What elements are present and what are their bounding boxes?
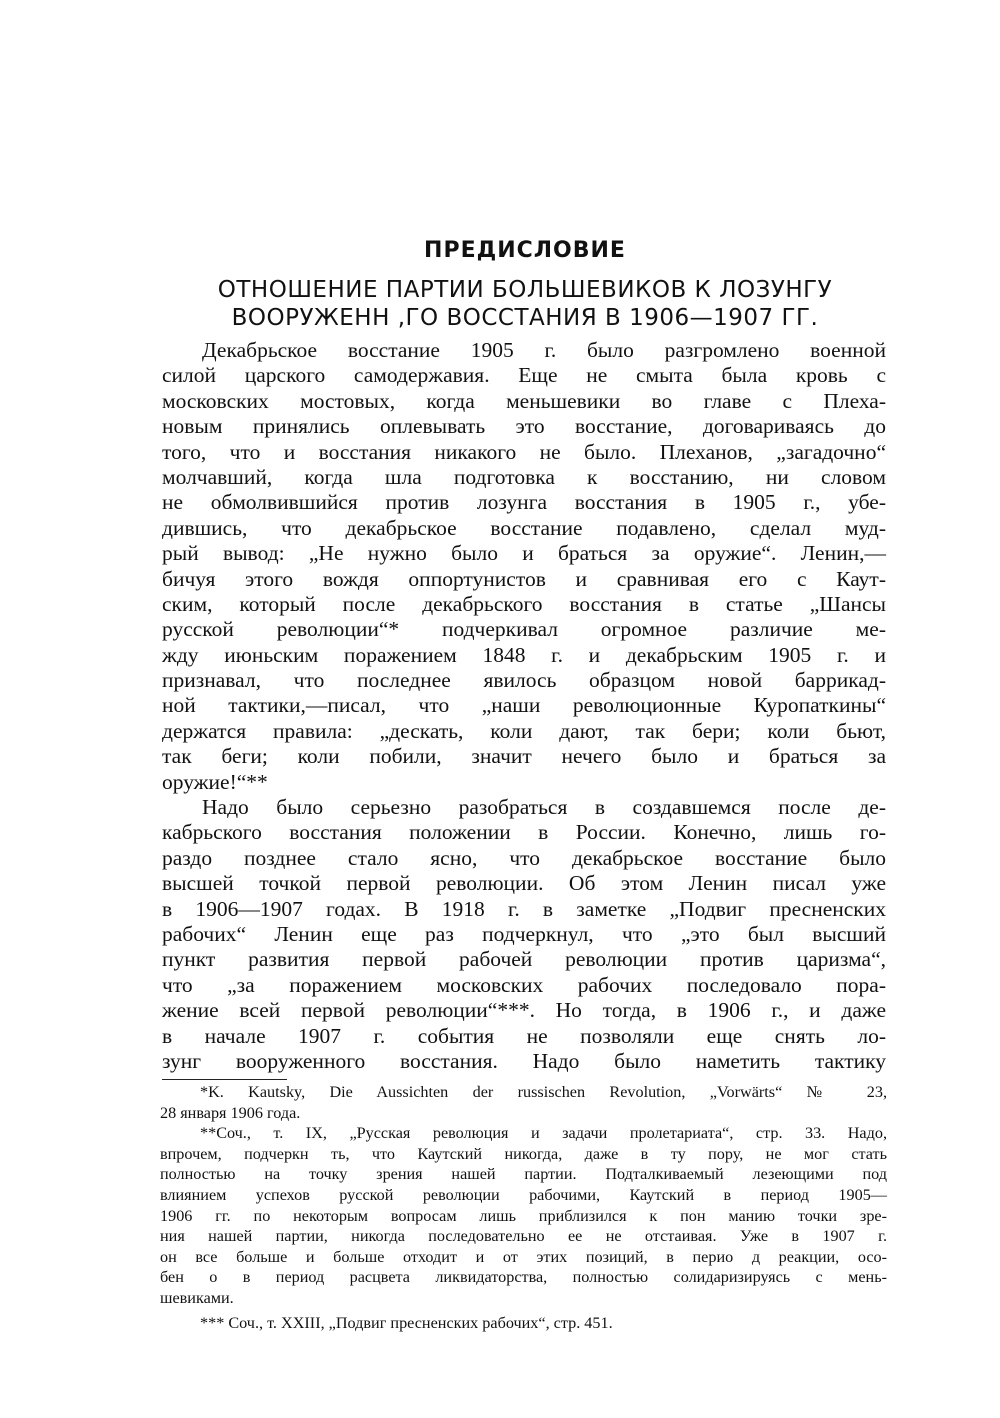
text-line: рый вывод: „Не нужно было и браться за оружие“. Ленин,—	[162, 541, 886, 566]
text-line: молчавший, когда шла подготовка к восстанию, ни словом	[162, 464, 886, 489]
text-line: оружие!“**	[162, 769, 268, 794]
text-line: московских мостовых, когда меньшевики во главе с Плеха-	[162, 388, 886, 413]
text-line: силой царского самодержавия. Еще не смыта была кровь с	[162, 363, 886, 388]
text-line: бичуя этого вождя оппортунистов и сравнивая его с Каут-	[162, 566, 886, 591]
text-line: рабочих“ Ленин еще раз подчеркнул, что „это был высший	[162, 921, 886, 946]
text-line: зунг вооруженного восстания. Надо было наметить тактику	[162, 1048, 886, 1073]
text-line: в начале 1907 г. события не позволяли еще снять ло-	[162, 1023, 886, 1048]
subtitle-line: ВООРУЖЕНН ,ГО ВОССТАНИЯ В 1906—1907 ГГ.	[231, 305, 819, 331]
main-text	[162, 338, 886, 1074]
text-line: признавал, что последнее явилось образцом новой баррикад-	[162, 668, 886, 693]
footnote-line: ния нашей партии, никогда последовательно ее не отстаивая. Уже в 1907 г.	[160, 1227, 887, 1246]
text-line: ной тактики,—писал, что „наши революционные Куропаткины“	[162, 693, 886, 718]
text-line: кабрьского восстания положении в России. Конечно, лишь го-	[162, 820, 886, 845]
chapter-subtitle	[160, 276, 890, 332]
footnote-line: *** Соч., т. XXIII, „Подвиг пресненских рабочих“, стр. 451.	[200, 1313, 613, 1332]
text-line: жду июньским поражением 1848 г. и декабрьским 1905 г. и	[162, 642, 886, 667]
footnote-line: влиянием успехов русской революции рабочими, Каутский в период 1905—	[160, 1185, 887, 1204]
page-title: ПРЕДИСЛОВИЕ	[424, 238, 626, 263]
footnote-line: впрочем, подчеркн ть, что Каутский никогда, даже в ту пору, не мог стать	[160, 1144, 887, 1163]
text-line: что „за поражением московских рабочих последовало пора-	[162, 972, 886, 997]
footnotes	[160, 1082, 887, 1333]
footnote-line: шевиками.	[160, 1288, 234, 1307]
subtitle-line: ОТНОШЕНИЕ ПАРТИИ БОЛЬШЕВИКОВ К ЛОЗУНГУ	[217, 277, 833, 303]
text-line: не обмолвившийся против лозунга восстания в 1905 г., убе-	[162, 490, 886, 515]
text-line: высшей точкой первой революции. Об этом Ленин писал уже	[162, 871, 886, 896]
footnote-divider	[162, 1079, 287, 1080]
text-line: в 1906—1907 годах. В 1918 г. в заметке „Подвиг пресненских	[162, 896, 886, 921]
footnote-line: он все больше и больше отходит и от этих позиций, в перио д реакции, осо-	[160, 1247, 887, 1266]
footnote-line: **Соч., т. IX, „Русская революция и задачи пролетариата“, стр. 33. Надо,	[200, 1124, 887, 1143]
text-line: Декабрьское восстание 1905 г. было разгромлено военной	[202, 338, 886, 362]
footnote-line: бен о в период расцвета ликвидаторства, полностью солидаризируясь с мень-	[160, 1268, 887, 1287]
text-line: держатся правила: „дескать, коли дают, так бери; коли бьют,	[162, 718, 886, 743]
text-line: пункт развития первой рабочей революции против царизма“,	[162, 947, 886, 972]
text-line: жение всей первой революции“***. Но тогда, в 1906 г., и даже	[162, 998, 886, 1023]
text-line: так беги; коли побили, значит нечего было и браться за	[162, 744, 886, 769]
text-line: Надо было серьезно разобраться в создавшемся после де-	[202, 795, 886, 820]
text-line: дившись, что декабрьское восстание подавлено, сделал муд-	[162, 515, 886, 540]
footnote-line: *K. Kautsky, Die Aussichten der russischen Revolution, „Vorwärts“ № 23,	[200, 1083, 887, 1101]
footnote-line: 1906 гг. по некоторым вопросам лишь приблизился к пон манию точки зре-	[160, 1206, 887, 1225]
text-line: раздо позднее стало ясно, что декабрьское восстание было	[162, 845, 886, 870]
text-line: новым принялись оплевывать это восстание, договариваясь до	[162, 414, 886, 439]
text-line: того, что и восстания никакого не было. Плеханов, „загадочно“	[162, 439, 886, 464]
footnote-line: полностью на точку зрения нашей партии. Подталкиваемый лезеющими под	[160, 1165, 887, 1184]
text-line: русской революции“* подчеркивал огромное различие ме-	[162, 617, 886, 642]
text-line: ским, который после декабрьского восстания в статье „Шансы	[162, 591, 886, 616]
footnote-line: 28 января 1906 года.	[160, 1103, 301, 1122]
